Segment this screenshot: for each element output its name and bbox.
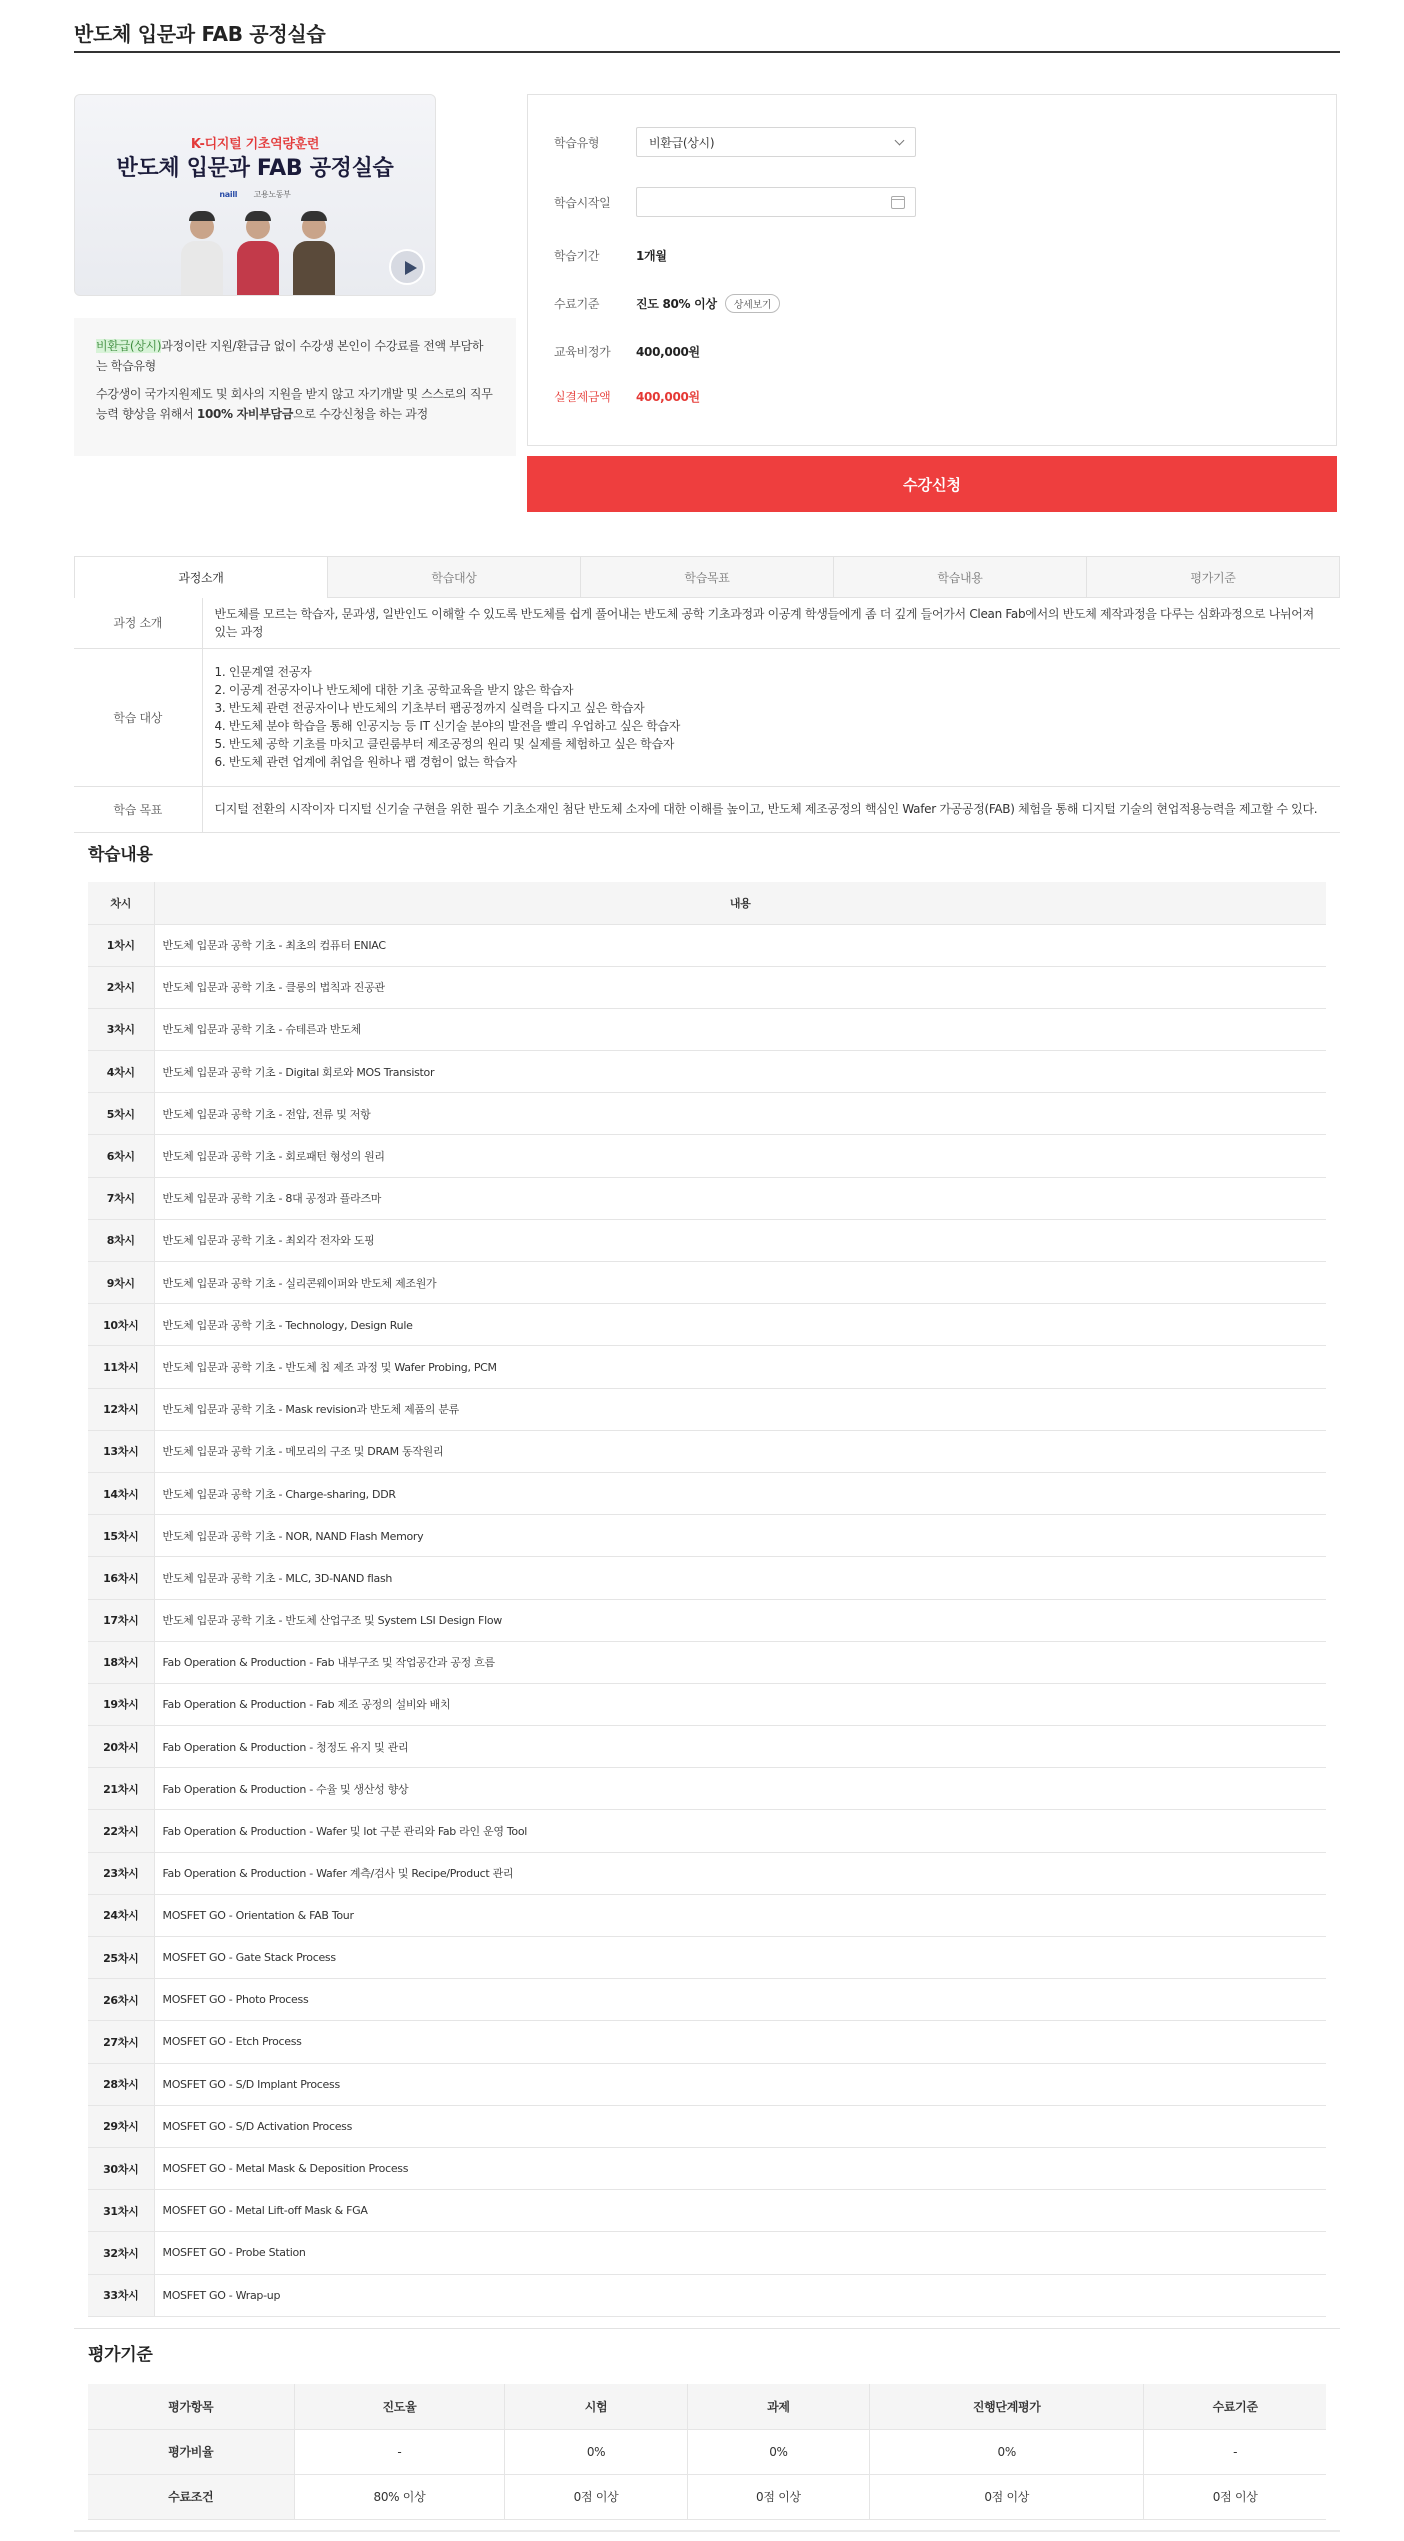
info-line-2 [96, 384, 494, 424]
lesson-content: 반도체 입문과 공학 기초 - Technology, Design Rule [154, 1304, 1326, 1346]
lesson-col-content: 내용 [154, 882, 1326, 924]
table-row [88, 2063, 1326, 2105]
lesson-content: MOSFET GO - Metal Lift-off Mask & FGA [154, 2190, 1326, 2232]
lesson-content: Fab Operation & Production - Fab 내부구조 및 작업공간과 공정 흐름 [154, 1641, 1326, 1683]
info-line-2-text: 수강생이 국가지원제도 및 회사의 지원을 받지 않고 자기개발 및 스스로의 직무능력 향상을 위해서 [96, 387, 493, 421]
lesson-content: 반도체 입문과 공학 기초 - 전압, 전류 및 저항 [154, 1093, 1326, 1135]
lesson-number: 16차시 [88, 1557, 154, 1599]
lesson-content: 반도체 입문과 공학 기초 - 클롱의 법칙과 진공관 [154, 966, 1326, 1008]
naill-logo: naill [219, 190, 238, 199]
lesson-number: 19차시 [88, 1683, 154, 1725]
about-text: 반도체를 모르는 학습자, 문과생, 일반인도 이해할 수 있도록 반도체를 쉽게 풀어내는 반도체 공학 기초과정과 이공계 학생들에게 좀 더 깊게 들어가서 Clean Fab에서의 반도체 제작과정을 다루는 심화과정으로 나뉘어져 있는 과정 [202, 598, 1340, 648]
table-row [88, 966, 1326, 1008]
eval-header: 과제 [687, 2384, 869, 2429]
lesson-number: 30차시 [88, 2147, 154, 2189]
table-row [88, 1894, 1326, 1936]
eval-cell: 0% [687, 2429, 869, 2474]
lesson-number: 20차시 [88, 1726, 154, 1768]
lesson-header-row [88, 882, 1326, 924]
instructor-figure [235, 211, 281, 295]
target-item: 3. 반도체 관련 전공자이나 반도체의 기초부터 팹공정까지 실력을 다지고 싶은 학습자 [214, 701, 645, 715]
lesson-content: 반도체 입문과 공학 기초 - 회로패턴 형성의 원리 [154, 1135, 1326, 1177]
eval-header: 진도율 [294, 2384, 505, 2429]
type-row [554, 127, 916, 157]
lesson-number: 4차시 [88, 1051, 154, 1093]
table-row [88, 1515, 1326, 1557]
table-row [88, 1726, 1326, 1768]
table-row [88, 2232, 1326, 2274]
table-row [88, 1810, 1326, 1852]
lesson-rows [88, 924, 1326, 2316]
lesson-number: 23차시 [88, 1852, 154, 1894]
table-row [88, 1388, 1326, 1430]
lesson-number: 3차시 [88, 1008, 154, 1050]
lesson-number: 2차시 [88, 966, 154, 1008]
pay-label: 실결제금액 [554, 390, 611, 404]
table-row [88, 2021, 1326, 2063]
table-row [88, 1008, 1326, 1050]
lesson-content: 반도체 입문과 공학 기초 - 반도체 칩 제조 과정 및 Wafer Probing, PCM [154, 1346, 1326, 1388]
eval-row-label: 수료조건 [88, 2474, 294, 2519]
info-line-1-text: 과정이란 지원/환급금 없이 수강생 본인이 수강료를 전액 부담하는 학습유형 [96, 339, 484, 373]
lesson-number: 5차시 [88, 1093, 154, 1135]
lesson-content: 반도체 입문과 공학 기초 - MLC, 3D-NAND flash [154, 1557, 1326, 1599]
target-item: 4. 반도체 분야 학습을 통해 인공지능 등 IT 신기술 분야의 발전을 빨리 우업하고 싶은 학습자 [214, 719, 681, 733]
table-row [88, 1304, 1326, 1346]
lesson-number: 28차시 [88, 2063, 154, 2105]
cost-value: 400,000원 [636, 345, 700, 359]
lesson-number: 33차시 [88, 2274, 154, 2316]
eval-row-label: 평가비율 [88, 2429, 294, 2474]
table-row [88, 1177, 1326, 1219]
info-line-2-bold: 100% 자비부담금 [196, 407, 294, 421]
eval-cell: 0점 이상 [687, 2474, 869, 2519]
play-icon[interactable] [389, 249, 425, 285]
lesson-number: 12차시 [88, 1388, 154, 1430]
lesson-number: 21차시 [88, 1768, 154, 1810]
lesson-number: 18차시 [88, 1641, 154, 1683]
course-tabs [74, 556, 1340, 598]
table-row [88, 1430, 1326, 1472]
table-row [88, 1262, 1326, 1304]
lesson-content: 반도체 입문과 공학 기초 - 최외각 전자와 도핑 [154, 1219, 1326, 1261]
lesson-content: 반도체 입문과 공학 기초 - Charge-sharing, DDR [154, 1472, 1326, 1514]
eval-row-condition [88, 2474, 1326, 2519]
tab-goal[interactable]: 학습목표 [580, 557, 833, 597]
lesson-content: 반도체 입문과 공학 기초 - 실리콘웨이퍼와 반도체 제조원가 [154, 1262, 1326, 1304]
table-row [88, 2147, 1326, 2189]
lesson-content: 반도체 입문과 공학 기초 - 반도체 산업구조 및 System LSI Design Flow [154, 1599, 1326, 1641]
eval-row-ratio [88, 2429, 1326, 2474]
apply-button[interactable]: 수강신청 [527, 456, 1337, 512]
table-row [88, 2190, 1326, 2232]
eval-cell: 0점 이상 [505, 2474, 687, 2519]
intro-row-goal [74, 786, 1340, 832]
lessons-title: 학습내용 [88, 845, 153, 865]
course-thumbnail[interactable] [74, 94, 436, 296]
section-divider [74, 2328, 1340, 2329]
lesson-number: 25차시 [88, 1937, 154, 1979]
eval-cell: 0점 이상 [870, 2474, 1144, 2519]
lesson-content: 반도체 입문과 공학 기초 - Digital 회로와 MOS Transistor [154, 1051, 1326, 1093]
info-line-1 [96, 336, 494, 376]
table-row [88, 1219, 1326, 1261]
lesson-col-no: 차시 [88, 882, 154, 924]
period-label: 학습기간 [554, 249, 600, 263]
thumbnail-kicker: K-디지털 기초역량훈련 [190, 137, 320, 152]
lesson-content: MOSFET GO - Gate Stack Process [154, 1937, 1326, 1979]
lesson-content: MOSFET GO - Etch Process [154, 2021, 1326, 2063]
eval-cell: 0% [505, 2429, 687, 2474]
table-row [88, 1937, 1326, 1979]
eval-header: 평가항목 [88, 2384, 294, 2429]
evaluation-title: 평가기준 [88, 2345, 153, 2365]
eval-header: 수료기준 [1144, 2384, 1326, 2429]
instructor-figure [179, 211, 225, 295]
eval-header: 진행단계평가 [870, 2384, 1144, 2429]
start-date-row [554, 187, 916, 217]
eval-cell: - [1144, 2429, 1326, 2474]
learning-type-select[interactable] [636, 127, 916, 157]
learning-type-value: 비환급(상시) [649, 135, 715, 150]
table-row [88, 1557, 1326, 1599]
lesson-number: 32차시 [88, 2232, 154, 2274]
eval-cell: - [294, 2429, 505, 2474]
table-row [88, 1472, 1326, 1514]
table-row [88, 1135, 1326, 1177]
lesson-content: 반도체 입문과 공학 기초 - Mask revision과 반도체 제품의 분류 [154, 1388, 1326, 1430]
lesson-number: 1차시 [88, 924, 154, 966]
instructor-figure [291, 211, 337, 295]
lesson-number: 31차시 [88, 2190, 154, 2232]
type-label: 학습유형 [554, 135, 600, 150]
lesson-number: 22차시 [88, 1810, 154, 1852]
lesson-content: 반도체 입문과 공학 기초 - NOR, NAND Flash Memory [154, 1515, 1326, 1557]
completion-label: 수료기준 [554, 297, 600, 311]
target-list [202, 648, 1340, 786]
lesson-content: MOSFET GO - Orientation & FAB Tour [154, 1894, 1326, 1936]
evaluation-table [88, 2384, 1326, 2520]
lesson-number: 11차시 [88, 1346, 154, 1388]
eval-cell: 0점 이상 [1144, 2474, 1326, 2519]
tab-target[interactable]: 학습대상 [327, 557, 580, 597]
target-item: 5. 반도체 공학 기초를 마치고 클린룸부터 제조공정의 원리 및 실제를 체험하고 싶은 학습자 [214, 737, 675, 751]
period-row [554, 247, 667, 264]
goal-text: 디지털 전환의 시작이자 디지털 신기술 구현을 위한 필수 기초소재인 첨단 반도체 소자에 대한 이해를 높이고, 반도체 제조공정의 핵심인 Wafer 가공공정(FAB) 체험을 통해 디지털 기술의 현업적용능력을 제고할 수 있다. [202, 786, 1340, 832]
info-highlight: 비환급(상시) [96, 339, 162, 353]
table-row [88, 1852, 1326, 1894]
pay-value: 400,000원 [636, 390, 700, 404]
title-divider [74, 51, 1340, 53]
start-date-label: 학습시작일 [554, 195, 611, 210]
table-row [88, 1979, 1326, 2021]
lesson-number: 14차시 [88, 1472, 154, 1514]
table-row [88, 1051, 1326, 1093]
lesson-content: MOSFET GO - Probe Station [154, 2232, 1326, 2274]
table-row [88, 2274, 1326, 2316]
cost-label: 교육비정가 [554, 345, 611, 359]
completion-row [554, 294, 780, 313]
lesson-content: Fab Operation & Production - Wafer 계측/검사 및 Recipe/Product 관리 [154, 1852, 1326, 1894]
completion-value: 진도 80% 이상 [636, 297, 717, 311]
lesson-content: MOSFET GO - S/D Implant Process [154, 2063, 1326, 2105]
target-item: 6. 반도체 관련 업계에 취업을 원하나 팹 경험이 없는 학습자 [214, 755, 517, 769]
lesson-content: MOSFET GO - Metal Mask & Deposition Process [154, 2147, 1326, 2189]
target-item: 1. 인문계열 전공자 [214, 665, 312, 679]
lesson-number: 29차시 [88, 2105, 154, 2147]
eval-header-row [88, 2384, 1326, 2429]
info-line-2-end: 으로 수강신청을 하는 과정 [293, 407, 428, 421]
lesson-number: 7차시 [88, 1177, 154, 1219]
table-row [88, 924, 1326, 966]
lesson-number: 27차시 [88, 2021, 154, 2063]
tab-evaluation[interactable]: 평가기준 [1086, 557, 1339, 597]
table-row [88, 2105, 1326, 2147]
table-row [88, 1093, 1326, 1135]
lesson-content: 반도체 입문과 공학 기초 - 슈테른과 반도체 [154, 1008, 1326, 1050]
lesson-table [88, 882, 1326, 2317]
lesson-content: Fab Operation & Production - 수율 및 생산성 향상 [154, 1768, 1326, 1810]
lesson-content: Fab Operation & Production - Wafer 및 lot 구분 관리와 Fab 라인 운영 Tool [154, 1810, 1326, 1852]
start-date-input[interactable] [636, 187, 916, 217]
lesson-number: 9차시 [88, 1262, 154, 1304]
lesson-content: MOSFET GO - Wrap-up [154, 2274, 1326, 2316]
eval-header: 시험 [505, 2384, 687, 2429]
lesson-content: MOSFET GO - S/D Activation Process [154, 2105, 1326, 2147]
eval-cell: 0% [870, 2429, 1144, 2474]
ministry-logo: 고용노동부 [253, 190, 291, 199]
lesson-content: 반도체 입문과 공학 기초 - 8대 공정과 플라즈마 [154, 1177, 1326, 1219]
table-row [88, 1768, 1326, 1810]
lesson-number: 10차시 [88, 1304, 154, 1346]
chevron-down-icon [895, 135, 905, 145]
lesson-number: 24차시 [88, 1894, 154, 1936]
calendar-icon[interactable] [891, 196, 905, 209]
tab-content[interactable]: 학습내용 [833, 557, 1086, 597]
lesson-content: MOSFET GO - Photo Process [154, 1979, 1326, 2021]
thumbnail-title: 반도체 입문과 FAB 공정실습 [116, 156, 394, 181]
table-row [88, 1599, 1326, 1641]
period-value: 1개월 [636, 249, 667, 263]
lesson-number: 6차시 [88, 1135, 154, 1177]
table-row [88, 1346, 1326, 1388]
lesson-content: 반도체 입문과 공학 기초 - 메모리의 구조 및 DRAM 동작원리 [154, 1430, 1326, 1472]
lesson-content: Fab Operation & Production - Fab 제조 공정의 설비와 배치 [154, 1683, 1326, 1725]
target-label: 학습 대상 [74, 648, 202, 786]
tab-intro[interactable]: 과정소개 [75, 557, 327, 598]
enrollment-form [527, 94, 1337, 446]
table-row [88, 1641, 1326, 1683]
cost-row [554, 343, 700, 360]
footer-divider [74, 2530, 1340, 2532]
eval-cell: 80% 이상 [294, 2474, 505, 2519]
about-label: 과정 소개 [74, 598, 202, 648]
detail-button[interactable]: 상세보기 [725, 294, 780, 313]
thumbnail-logos [75, 189, 435, 200]
pay-row [554, 388, 700, 405]
learning-type-info [74, 318, 516, 456]
table-row [88, 1683, 1326, 1725]
lesson-number: 26차시 [88, 1979, 154, 2021]
lesson-content: 반도체 입문과 공학 기초 - 최초의 컴퓨터 ENIAC [154, 924, 1326, 966]
lesson-number: 8차시 [88, 1219, 154, 1261]
intro-row-target [74, 648, 1340, 786]
lesson-number: 17차시 [88, 1599, 154, 1641]
lesson-number: 13차시 [88, 1430, 154, 1472]
lesson-number: 15차시 [88, 1515, 154, 1557]
goal-label: 학습 목표 [74, 786, 202, 832]
target-item: 2. 이공계 전공자이나 반도체에 대한 기초 공학교육을 받지 않은 학습자 [214, 683, 574, 697]
page-title: 반도체 입문과 FAB 공정실습 [74, 22, 326, 46]
intro-row-about [74, 598, 1340, 648]
course-intro-table [74, 598, 1340, 833]
lesson-content: Fab Operation & Production - 청정도 유지 및 관리 [154, 1726, 1326, 1768]
